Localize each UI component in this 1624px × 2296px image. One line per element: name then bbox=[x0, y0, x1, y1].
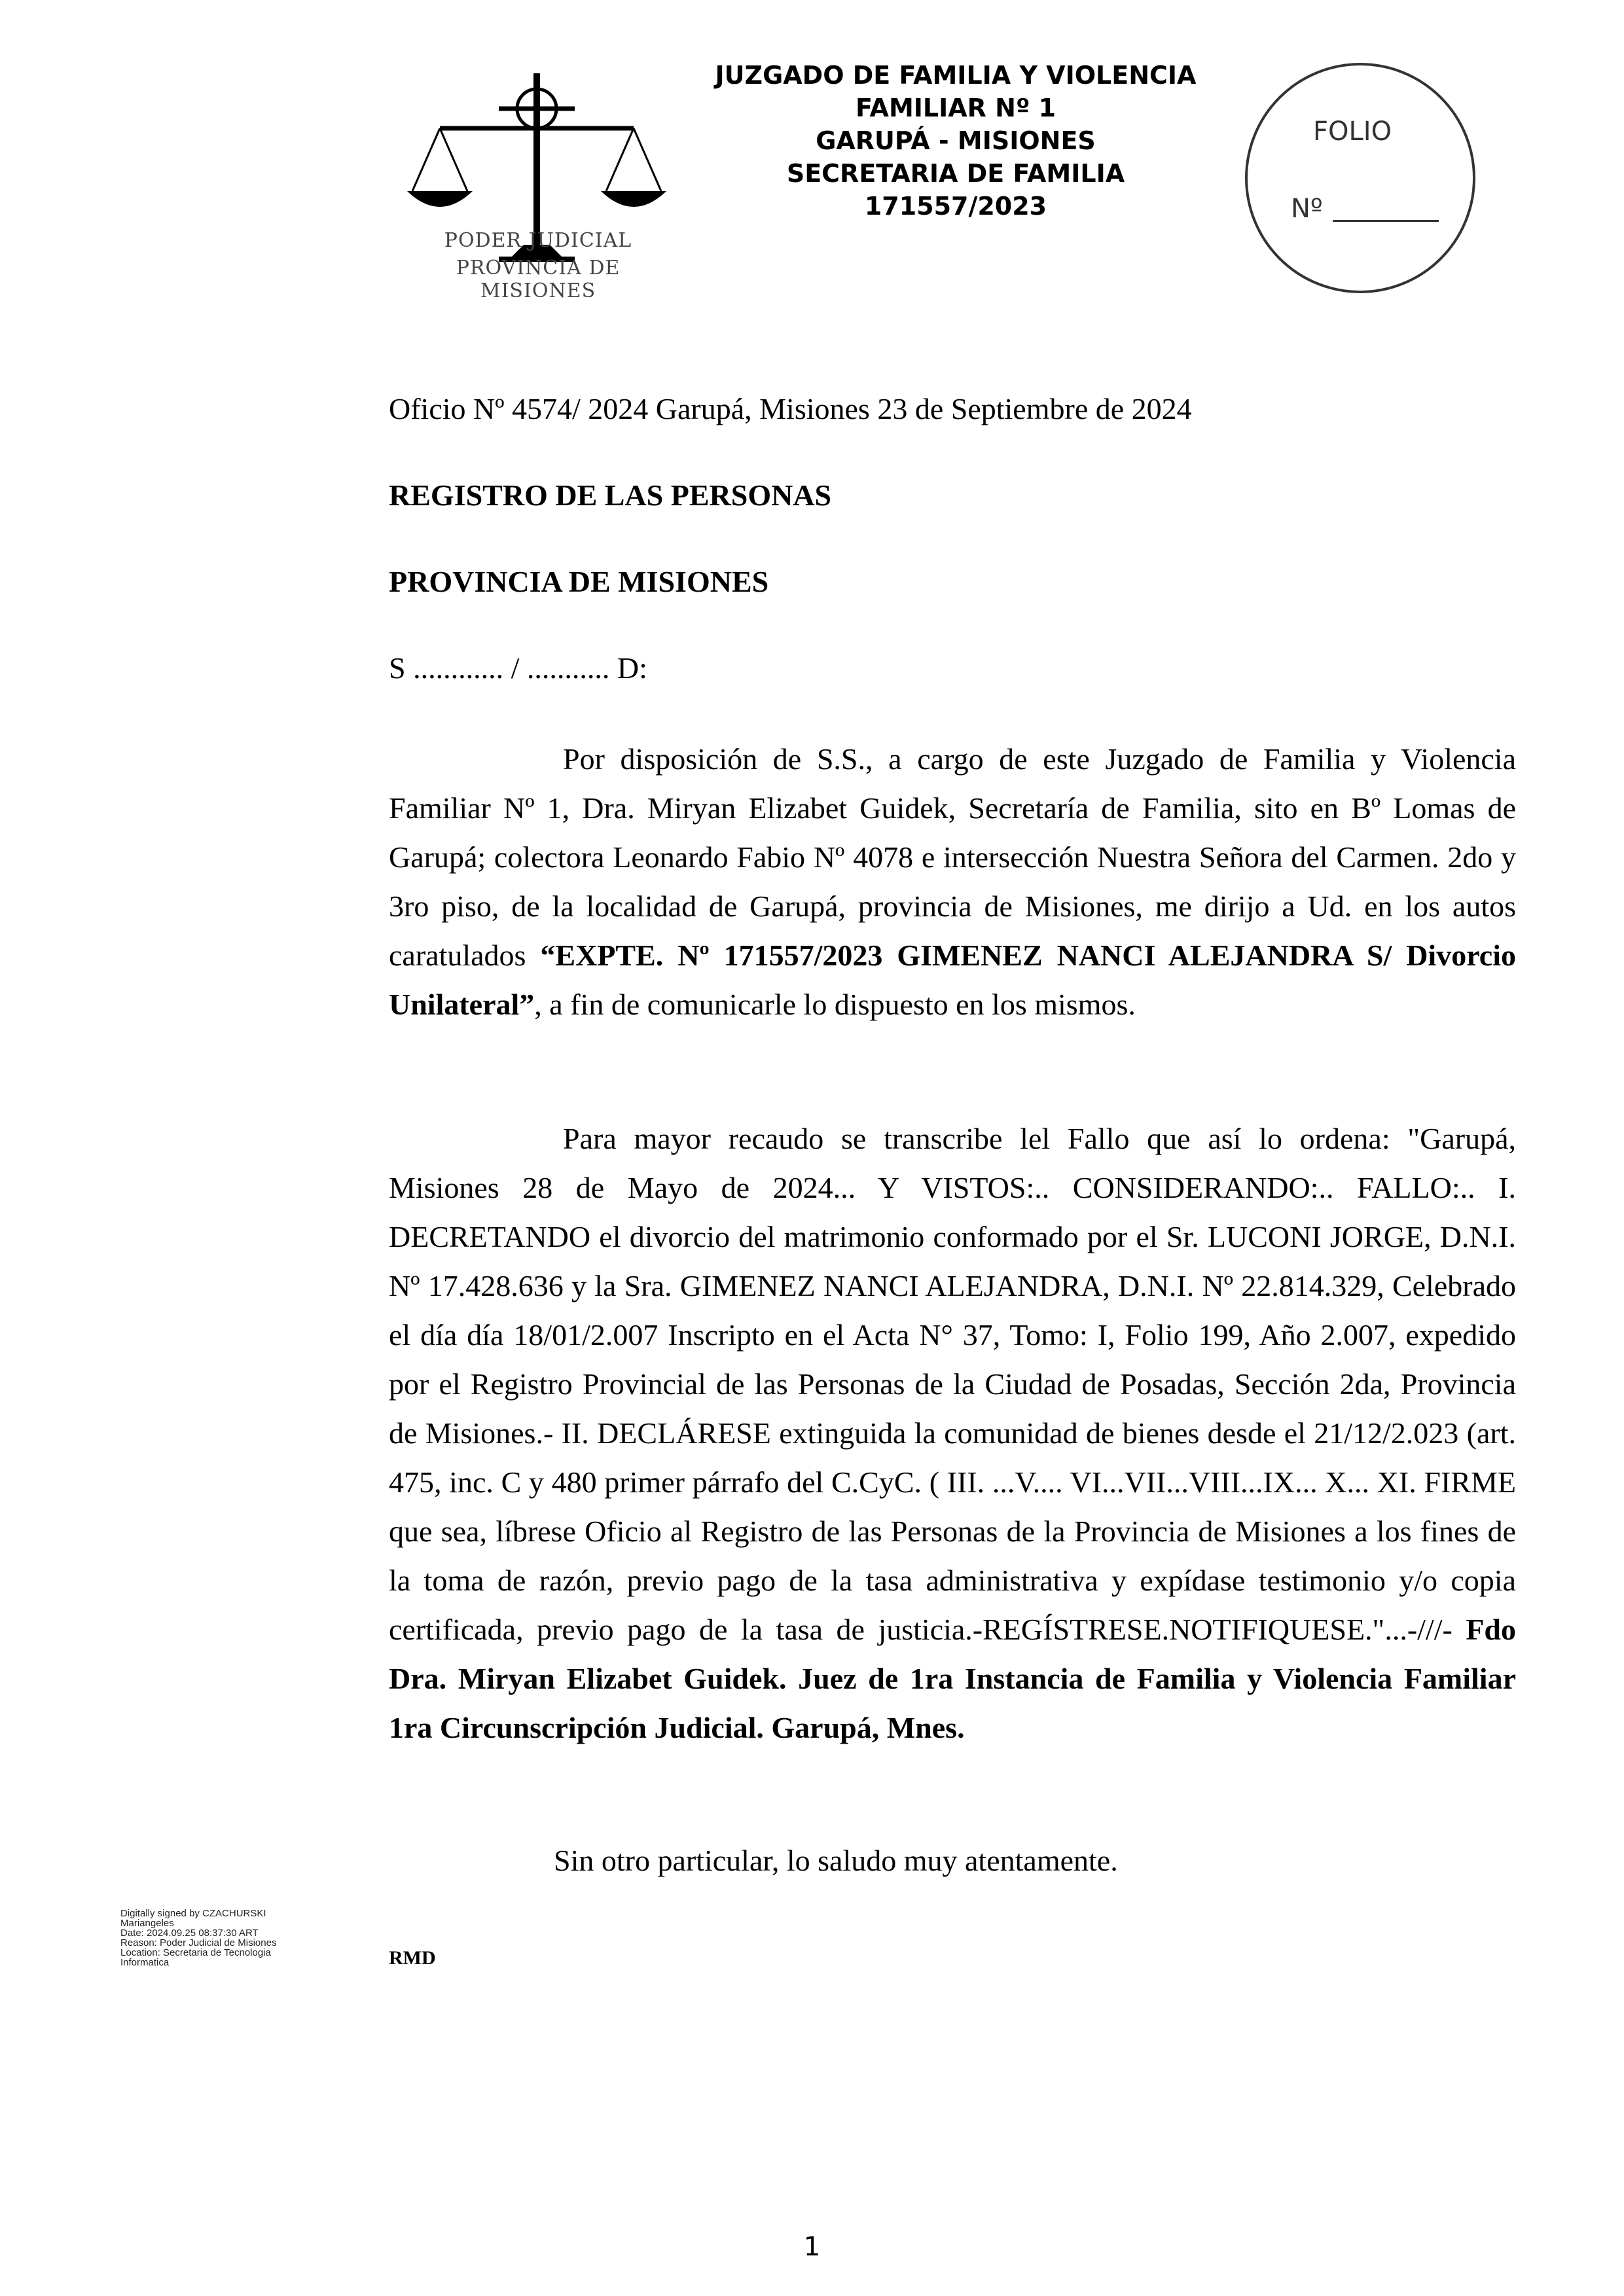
recipient-line2: PROVINCIA DE MISIONES bbox=[389, 565, 769, 598]
court-header bbox=[655, 59, 1257, 223]
recipient-line1: REGISTRO DE LAS PERSONAS bbox=[389, 478, 832, 512]
seal-caption-line1: PODER JUDICIAL bbox=[444, 229, 632, 252]
paragraph-1-text-b: , a fin de comunicarle lo dispuesto en los mismos. bbox=[534, 988, 1136, 1021]
closing-line: Sin otro particular, lo saludo muy atentamente. bbox=[554, 1844, 1118, 1877]
digital-signature-line2: Mariangeles bbox=[120, 1918, 174, 1929]
paragraph-1 bbox=[389, 734, 1516, 1029]
judge-signature-line: Fdo Dra. Miryan Elizabet Guidek. Juez de 1ra Instancia de Familia y Violencia Familiar 1ra Circunscripción Judicial. Garupá, Mnes. bbox=[389, 1613, 1517, 1744]
folio-label: FOLIO bbox=[1313, 117, 1392, 147]
digital-signature-line6: Informatica bbox=[120, 1957, 170, 1968]
digital-signature-line3: Date: 2024.09.25 08:37:30 ART bbox=[120, 1928, 259, 1939]
paragraph-1-text-a: Por disposición de S.S., a cargo de este Juzgado de Familia y Violencia Familiar Nº 1, Dra. Miryan Elizabet Guidek, Secretaría de Familia, sito en Bº Lomas de Garupá; colectora Leonardo Fabio Nº 4078 e intersección Nuestra Señora del Carmen. 2do y 3ro piso, de la localidad de Garupá, provincia de Misiones, me dirijo a Ud. en los autos caratulados bbox=[389, 742, 1516, 972]
court-header-line1: JUZGADO DE FAMILIA Y VIOLENCIA bbox=[715, 61, 1197, 90]
court-header-line4: SECRETARIA DE FAMILIA bbox=[786, 159, 1125, 188]
digital-signature-line5: Location: Secretaria de Tecnologia bbox=[120, 1947, 271, 1958]
salutation: S ............ / ........... D: bbox=[389, 651, 647, 685]
seal-caption-line2: PROVINCIA DE MISIONES bbox=[456, 257, 621, 302]
paragraph-2 bbox=[389, 1114, 1516, 1752]
ruling-transcription: Para mayor recaudo se transcribe lel Fallo que así lo ordena: "Garupá, Misiones 28 de Mayo de 2024... Y VISTOS:.. CONSIDERANDO:.. FALLO:.. I. DECRETANDO el divorcio del matrimonio conformado por el Sr. LUCONI JORGE, D.N.I. Nº 17.428.636 y la Sra. GIMENEZ NANCI ALEJANDRA, D.N.I. Nº 22.814.329, Celebrado el día día 18/01/2.007 Inscripto en el Acta N° 37, Tomo: I, Folio 199, Año 2.007, expedido por el Registro Provincial de las Personas de la Ciudad de Posadas, Sección 2da, Provincia de Misiones.- II. DECLÁRESE extinguida la comunidad de bienes desde el 21/12/2.023 (art. 475, inc. C y 480 primer párrafo del C.CyC. ( III. ...V.... VI...VII...VIII...IX... X... XI. FIRME que sea, líbrese Oficio al Registro de las Personas de la Provincia de Misiones a los fines de la toma de razón, previo pago de la tasa administrativa y expídase testimonio y/o copia certificada, previo pago de la tasa de justicia.-REGÍSTRESE.NOTIFIQUESE."...-///- bbox=[389, 1122, 1516, 1646]
digital-signature-block bbox=[120, 1909, 336, 1967]
folio-number-blank bbox=[1333, 220, 1439, 222]
folio-number-label: Nº bbox=[1291, 194, 1323, 224]
court-header-line5: 171557/2023 bbox=[864, 192, 1047, 221]
scales-of-justice-logo bbox=[401, 42, 676, 291]
digital-signature-line4: Reason: Poder Judicial de Misiones bbox=[120, 1937, 277, 1948]
case-title: “EXPTE. Nº 171557/2023 GIMENEZ NANCI ALEJANDRA S/ Divorcio Unilateral” bbox=[389, 939, 1516, 1021]
court-header-line3: GARUPÁ - MISIONES bbox=[816, 126, 1096, 155]
court-header-line2: FAMILIAR Nº 1 bbox=[855, 94, 1056, 122]
reference-line: Oficio Nº 4574/ 2024 Garupá, Misiones 23 de Septiembre de 2024 bbox=[389, 392, 1192, 425]
folio-stamp bbox=[1245, 63, 1475, 293]
typist-initials: RMD bbox=[389, 1947, 436, 1969]
page-number: 1 bbox=[803, 2232, 821, 2262]
digital-signature-line1: Digitally signed by CZACHURSKI bbox=[120, 1908, 266, 1919]
